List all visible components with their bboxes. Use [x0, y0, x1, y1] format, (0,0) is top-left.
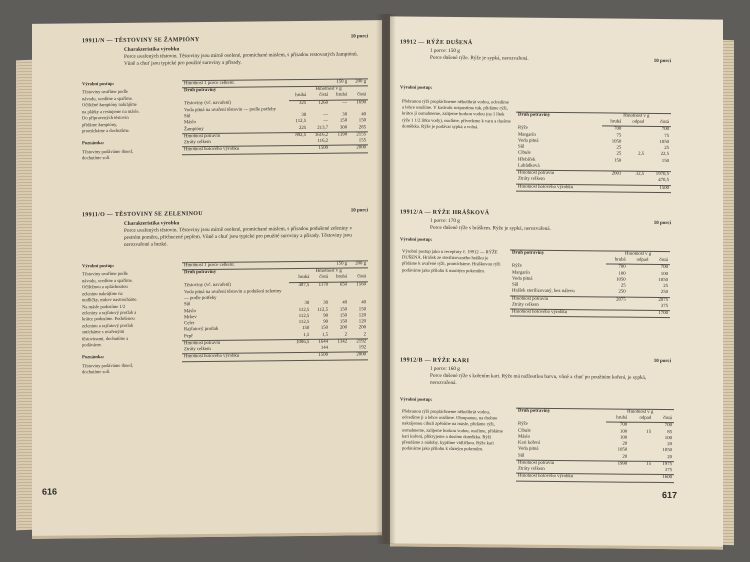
table-cell: 1500	[646, 185, 671, 192]
table-cell: 200	[339, 325, 348, 331]
table-cell: 300	[330, 125, 349, 132]
table-cell: čistá	[349, 93, 368, 100]
table-cell: Kari koření	[518, 440, 540, 447]
table-cell: 20	[653, 455, 674, 462]
table-cell: Ztráty celkem	[182, 346, 289, 354]
table-cell: 150	[358, 306, 366, 313]
table-cell: Hmotnost potravin	[518, 460, 555, 466]
table-cell: Sůl	[184, 114, 191, 120]
ingredients-table	[516, 408, 674, 483]
recipe-ryze-hraskova	[400, 208, 675, 351]
book-gutter	[376, 14, 396, 544]
characteristics-heading: Charakteristika výrobku	[124, 220, 180, 227]
table-cell: Hmotnost v g	[606, 409, 674, 416]
table-cell: Ztráty celkem	[182, 139, 289, 147]
table-cell: odpad	[623, 120, 646, 127]
table-cell: 250	[650, 290, 670, 297]
table-cell: 100	[660, 271, 668, 277]
recipe-title: 19911/O — TĚSTOVINY SE ZELENINOU	[82, 211, 203, 219]
table-cell: 85	[667, 429, 672, 435]
table-cell: 150 g	[330, 261, 349, 268]
table-cell: 1560	[356, 282, 366, 288]
table-cell: 25	[616, 145, 622, 151]
table-cell: Hmotnost v g	[606, 251, 670, 258]
table-cell: 120	[358, 319, 366, 325]
table-cell	[289, 353, 311, 360]
table-cell: Hmotnost hotového výrobku	[516, 473, 606, 481]
note-heading: Poznámka:	[82, 140, 105, 146]
ingredients-table-wrap	[516, 112, 671, 193]
table-cell: Hmotnost hotového výrobku	[182, 353, 289, 361]
procedure	[400, 84, 460, 93]
table-cell: 155	[349, 138, 368, 145]
table-cell: Hmotnost hotového výrobku	[510, 309, 606, 317]
table-cell: Sůl	[516, 453, 606, 461]
table-cell: odpad	[629, 416, 653, 423]
table-cell: Mrkev	[184, 314, 197, 321]
table-cell: 1644	[318, 339, 329, 345]
table-cell	[330, 288, 349, 301]
table-cell: 100	[619, 429, 628, 435]
recipe-tesoviny-zeleninou	[82, 208, 372, 421]
intro-text: 1 porce: 170 g Porce dušené rýže s hráškem. Rýže je sypká, nerozvařená.	[430, 217, 551, 232]
table-cell: Voda pitná	[518, 138, 539, 144]
characteristics	[124, 218, 364, 249]
table-cell: Hmotnost v g	[315, 86, 342, 93]
table-cell	[311, 289, 330, 302]
ingredients-table	[510, 250, 670, 319]
table-cell: čistá	[308, 93, 330, 100]
table-cell: 40	[342, 300, 348, 306]
table-cell: 25	[620, 283, 626, 289]
table-cell: 487,5	[298, 282, 310, 288]
table-cell: Celer	[184, 321, 195, 327]
table-cell: 1190	[337, 132, 348, 138]
table-cell: 1600	[653, 475, 674, 482]
totals-row	[510, 309, 670, 318]
table-cell: 25	[616, 151, 622, 158]
table-cell	[602, 185, 624, 192]
table-cell: čistá	[349, 275, 368, 282]
table-cell: —	[323, 119, 329, 125]
table-cell: hrubá	[606, 258, 628, 265]
table-cell: 20	[667, 442, 672, 448]
procedure	[82, 81, 140, 162]
table-cell: 1050	[616, 277, 626, 283]
totals-row	[516, 473, 674, 482]
table-cell	[330, 352, 349, 359]
table-cell: 700	[618, 265, 626, 271]
table-cell	[606, 310, 628, 317]
characteristics-text: Porce uvařených těstovin. Těstoviny jsou mírně osolené, promíchané máslem, s přísadou podušené zeleniny v pestrém poměru, přichucené pepřem. Vůně a chuť jsou typické pro použité suroviny a přísady. Těstoviny jsou nerozvařené a hezké.	[124, 225, 353, 248]
recipe-ryze-kari	[400, 356, 678, 509]
table-cell: 200	[358, 325, 366, 331]
table-cell: Hmotnost potravin	[184, 340, 221, 347]
table-cell: 1990	[617, 461, 628, 467]
table-cell: Druh potraviny	[516, 408, 606, 422]
table-cell: 1,5	[289, 332, 311, 339]
table-cell: 32,5	[635, 171, 645, 177]
table-cell: Sůl	[518, 144, 525, 150]
table-cell: 700	[664, 423, 672, 429]
table-cell: 150	[339, 313, 348, 319]
table-cell	[349, 288, 368, 301]
table-cell: čistá	[650, 258, 670, 265]
totals-row	[516, 184, 671, 193]
table-cell: hrubá	[289, 93, 308, 100]
recipe-title: 19912/A — RÝŽE HRÁŠKOVÁ	[400, 209, 490, 217]
table-cell: hrubá	[602, 120, 624, 127]
note-text: Těstoviny podáváme ihned, dochutíme solí.	[82, 148, 133, 161]
table-cell: čistá	[646, 120, 671, 127]
table-cell: 1,5	[311, 332, 330, 339]
procedure-heading: Výrobní postup:	[400, 236, 433, 242]
table-cell: 15	[646, 429, 652, 435]
table-cell: 75	[616, 133, 622, 139]
table-cell	[606, 474, 629, 481]
portions-label: 10 porcí	[653, 220, 671, 227]
procedure-heading: Výrobní postup:	[400, 396, 433, 402]
table-cell: 150	[358, 118, 366, 124]
intro-text: 1 porce: 150 g Porce dušené rýže. Rýže je sypká, nerozvařená.	[430, 47, 529, 62]
table-cell: Hrášek sterilizovaný, bez nálevu	[510, 289, 606, 297]
procedure-text: Výrobní postup jako u receptury č. 19912 — RÝŽE DUŠENÁ. Hrášek ze sterilizovaného hrášku je přidáme k uvařené rýži, promícháme. Hráškovou rýži podáváme jako přílohu k masitým pokrmům.	[402, 248, 501, 273]
table-cell: Těstoviny (vč. navaření)	[184, 100, 232, 107]
procedure-text: Těstoviny uvaříme podle návodu, scedíme a spaříme. Očištěnou a opláchnutou zeleninu nakrájíme na nudličky, mrkev nastrouháme. Na másle podusíme 1/2 zeleniny a rajčatový protlak a krátce podusíme. Podušenou zeleninu a rajčatový protlak smícháme s uvařenými těstovinami, dochutíme a podáváme.	[82, 271, 138, 348]
table-cell: Margarín	[512, 270, 530, 276]
table-cell: Ztráty celkem	[516, 467, 606, 475]
table-cell: Hřebíček	[518, 157, 536, 163]
table-cell: 150 g	[330, 79, 349, 86]
table-cell: 22,5	[660, 152, 669, 158]
portions-label: 10 porcí	[350, 208, 368, 214]
table-cell: 25	[664, 146, 669, 152]
recipe-title: 19912 — RÝŽE DUŠENÁ	[400, 39, 473, 47]
table-cell: Voda pitná	[518, 447, 539, 453]
table-cell: 25	[663, 284, 668, 290]
table-cell: Hmotnost potravin	[512, 296, 549, 302]
table-cell: 1050	[658, 277, 668, 284]
table-cell: hrubá	[330, 275, 349, 282]
table-cell: 1342	[337, 339, 348, 345]
table-cell: 375	[650, 304, 670, 311]
table-cell: 112,5	[298, 320, 310, 326]
table-cell: 325	[298, 100, 307, 106]
table-header	[516, 408, 674, 416]
table-cell	[289, 146, 308, 153]
table-cell: Margarín	[518, 132, 536, 138]
table-cell: 112,5	[317, 307, 329, 313]
page-number: 616	[42, 486, 58, 497]
table-cell: hrubá	[289, 275, 311, 282]
procedure-heading: Výrobní postup:	[82, 262, 115, 269]
table-cell: 112,5	[295, 119, 307, 125]
table-cell: 2075	[616, 297, 626, 303]
table-cell: Sůl	[512, 282, 519, 288]
table-cell: Voda pitná na uvaření těstovin — podle potřeby	[184, 107, 276, 114]
ingredients-table-wrap	[510, 250, 670, 319]
table-cell: Ztráty celkem	[516, 177, 602, 185]
totals-row	[182, 145, 368, 154]
ingredients-table-wrap	[182, 78, 368, 155]
table-cell: Máslo	[184, 308, 196, 314]
table-cell: hrubá	[606, 416, 629, 423]
table-cell: čistá	[311, 275, 330, 282]
table-cell: Hmotnost v g	[602, 113, 671, 120]
table-cell: 1975	[662, 461, 672, 467]
table-cell: 1616,2	[314, 132, 329, 138]
table-cell: Cibule	[518, 151, 531, 157]
recipe-ryze-dusena	[400, 38, 675, 191]
table-cell: 1500	[311, 352, 330, 359]
table-cell: hrubá	[330, 93, 349, 100]
table-cell: Hmotnost potravin	[518, 170, 555, 177]
table-cell: 112,5	[298, 307, 310, 313]
portions-label: 10 porcí	[653, 358, 671, 365]
table-cell: 30	[323, 301, 329, 307]
table-cell: 2	[349, 332, 368, 339]
table-cell: 2001	[611, 171, 622, 177]
table-cell: 700	[619, 423, 628, 429]
table-cell: Rýže	[518, 421, 528, 427]
table-cell: 2155	[356, 132, 366, 138]
table-cell: Voda pitná	[512, 276, 533, 282]
right-page	[390, 16, 723, 549]
characteristics-text: Porce uvařených těstovin. Těstoviny jsou mírně osolené, promíchané máslem, s přísadou restovaných žampiónů. Vůně a chuť jsou typické pro použité suroviny a přísady.	[124, 51, 358, 67]
table-cell: 213,7	[308, 125, 330, 132]
table-cell	[629, 475, 653, 482]
table-cell: Hmotnost 1 porce celkem:	[182, 261, 330, 270]
page-number: 617	[662, 490, 678, 501]
characteristics	[124, 44, 364, 68]
table-cell: 100	[664, 435, 672, 442]
table-cell: Hmotnost hotového výrobku	[182, 146, 289, 154]
table-cell: Ztráty celkem	[510, 302, 606, 310]
table-cell: 1690	[356, 100, 366, 106]
table-cell: 120	[358, 313, 366, 319]
table-cell: 144	[311, 346, 330, 353]
table-cell: 150	[614, 158, 622, 164]
table-cell: —	[323, 112, 329, 118]
intro-text: 1 porce: 160 g Porce dušené rýže s kořením kari. Rýže má nažloutlou barvu, vůně a chuť po použitém koření, je sypká, nerozvařená.	[430, 365, 647, 387]
note-text: Těstoviny podáváme ihned, dochutíme solí.	[82, 362, 133, 375]
table-cell: 75	[664, 133, 669, 139]
table-cell: 15	[646, 461, 652, 467]
table-cell: 1050	[611, 139, 622, 145]
table-cell: 150	[661, 158, 669, 164]
table-cell: 650	[339, 282, 348, 288]
procedure	[400, 236, 460, 245]
table-cell: 2000	[349, 352, 368, 359]
table-cell: 40	[361, 112, 366, 118]
table-cell: 285	[349, 125, 368, 132]
table-header	[516, 112, 671, 120]
table-cell: 250	[606, 290, 628, 297]
table-cell: 90	[323, 319, 329, 325]
table-cell: 2	[330, 332, 349, 339]
table-cell: Hmotnost v g	[315, 268, 342, 275]
recipe-tesoviny-zampiony	[82, 34, 372, 197]
table-cell: 116,2	[308, 139, 330, 146]
table-cell	[623, 185, 646, 192]
characteristics-heading: Charakteristika výrobku	[124, 46, 180, 53]
table-cell: 1170	[318, 282, 329, 288]
table-cell: Druh potraviny	[516, 112, 602, 126]
table-cell: —	[342, 100, 348, 106]
table-cell	[289, 289, 311, 302]
table-cell: Rýže	[512, 263, 522, 269]
table-cell: 2192	[356, 339, 366, 345]
table-cell: 470,5	[646, 178, 671, 185]
table-cell: 700	[614, 127, 622, 133]
table-cell: Rajčatový protlak	[184, 327, 219, 333]
recipe-title: 19912/B — RÝŽE KARI	[400, 357, 470, 365]
ingredients-table	[182, 78, 368, 155]
ingredients-table	[182, 260, 368, 361]
table-cell: Hmotnost 1 porce celkem:	[182, 79, 330, 88]
table-cell: 225	[289, 126, 308, 133]
table-cell: Hmotnost potravin	[184, 133, 221, 140]
table-cell	[628, 310, 651, 317]
table-cell: 150	[339, 118, 348, 125]
table-cell: 112,5	[298, 313, 310, 319]
table-cell: Cibule	[518, 428, 531, 434]
table-cell: 20	[606, 454, 629, 461]
table-cell: 892,5	[295, 132, 307, 138]
table-cell: 1260	[318, 100, 329, 106]
procedure	[82, 263, 140, 376]
procedure-text: Přebranou rýži propláchneme několikrát vodou, odcedíme a lehce osušíme. V kastrolu rozpustíme tuk, přidáme rýži, krátce ji osmahneme, zalijeme horkou vodou (na 1 lítek rýže 1 1/2 lítku vody), osolíme, přivedeme k varu a dusíme doměkka. Rýže je podávat sypká a volná.	[402, 98, 511, 129]
table-cell	[330, 145, 349, 152]
procedure-heading: Výrobní postup:	[82, 80, 115, 87]
left-page	[32, 20, 382, 539]
table-cell: 40	[361, 300, 366, 306]
portions-label: 10 porcí	[653, 58, 671, 65]
table-header	[510, 250, 670, 258]
table-cell: Voda pitná na uvaření těstovin a podušení zeleniny — podle potřeby	[184, 289, 282, 302]
table-cell: 150	[302, 326, 310, 332]
table-cell: Druh potraviny	[184, 270, 217, 276]
totals-row	[182, 352, 368, 361]
table-cell: 2,5	[638, 152, 645, 158]
table-cell: 700	[660, 265, 668, 271]
table-cell: 1050	[617, 447, 628, 454]
table-cell: 2000	[349, 145, 368, 152]
table-cell: 20	[622, 441, 628, 447]
table-cell: Žampióny	[182, 126, 289, 134]
table-cell: 200 g	[349, 79, 368, 86]
note-heading: Poznámka:	[82, 354, 105, 360]
procedure-heading: Výrobní postup:	[400, 84, 433, 90]
procedure-text: Těstoviny uvaříme podle návodu, scedíme a spaříme. Očištěné žampióny nakrájíme na plátky a restujeme na másle. Do připravených těstovin přidáme žampióny, promícháme a dochutíme.	[82, 89, 140, 134]
table-cell: 100	[618, 271, 626, 277]
table-cell: Těstoviny (vč. navaření)	[184, 282, 232, 289]
table-cell: 150	[339, 319, 348, 325]
table-cell: 2075	[658, 297, 668, 303]
procedure-text: Přebranou rýži propláchneme několikrát vodou, odcedíme ji a lehce osušíme. Oloupanou, na drobno nakrájenou cibuli zpěníme na másle, přidáme rýži, osmahneme, zalijeme horkou vodou, osolíme, přidáme kari koření, přikryjeme a dusíme doměkka. Rýži přendáme z nádoby, kypříme vidličkou. Rýže kari podáváme jako přílohu k různým pokrmům.	[402, 408, 503, 452]
table-cell: Druh potraviny	[184, 88, 217, 94]
table-cell: 200 g	[349, 261, 368, 268]
table-cell: 1970,5	[655, 172, 669, 178]
table-cell: 30	[304, 301, 310, 307]
ingredients-table-wrap	[182, 260, 368, 361]
table-cell: Máslo	[184, 120, 196, 126]
table-cell: Sůl	[184, 302, 191, 308]
table-cell: 700	[661, 127, 669, 133]
table-cell: čistá	[653, 416, 674, 423]
table-cell: odpad	[628, 258, 651, 265]
table-cell: 375	[653, 468, 674, 475]
table-cell: 150	[320, 326, 329, 332]
table-cell: 1006,5	[296, 339, 310, 345]
table-cell: 1700	[650, 311, 670, 318]
table-cell: 30	[301, 113, 307, 119]
portions-label: 10 porcí	[350, 34, 368, 40]
table-cell: 1050	[659, 139, 669, 146]
table-cell: 1500	[308, 146, 330, 153]
table-cell: Pepř	[182, 333, 289, 341]
table-cell: 150	[339, 307, 348, 313]
table-cell: Lahůdková	[516, 163, 602, 171]
ingredients-table	[516, 112, 671, 193]
table-cell: 90	[323, 313, 329, 319]
table-cell: 30	[342, 112, 348, 118]
recipe-title: 19911/N — TĚSTOVINY SE ŽAMPIÓNY	[82, 37, 200, 45]
procedure	[400, 396, 460, 405]
table-cell: 100	[619, 435, 628, 441]
table-cell: Rýže	[518, 125, 528, 131]
table-cell: Máslo	[518, 434, 530, 440]
table-cell: 192	[349, 345, 368, 352]
table-cell: Druh potraviny	[510, 250, 606, 264]
ingredients-table-wrap	[516, 408, 674, 483]
table-cell: Hmotnost hotového výrobku	[516, 184, 602, 192]
table-cell: 1050	[662, 448, 672, 454]
